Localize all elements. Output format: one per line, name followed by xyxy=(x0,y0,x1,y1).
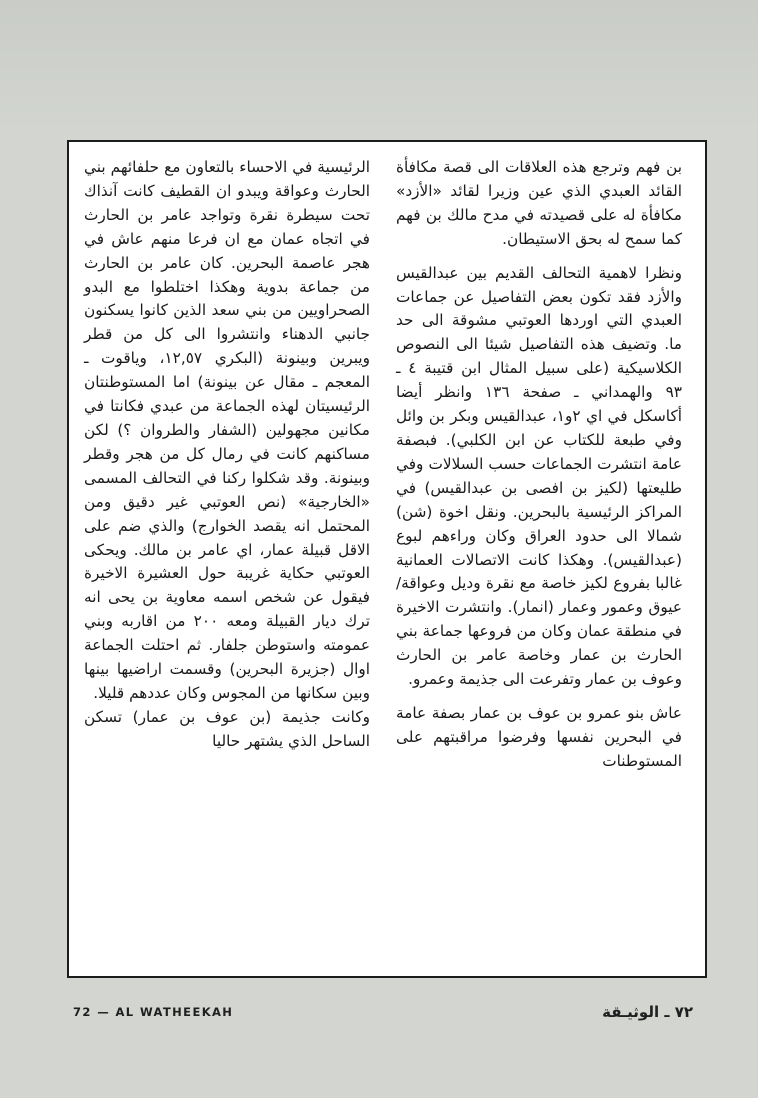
paragraph: وكانت جذيمة (بن عوف بن عمار) تسكن الساحل الذي يشتهر حاليا xyxy=(84,707,370,750)
article-column-left xyxy=(84,156,370,966)
paragraph: بن فهم وترجع هذه العلاقات الى قصة مكافأة القائد العبدي الذي عين وزيرا لقائد «الأزد» مكافأة له على قصيدته في مدح مالك بن فهم كما سمح له بحق الاستيطان. xyxy=(396,158,682,248)
bleed-through-ghost xyxy=(360,18,720,88)
paragraph: عاش بنو عمرو بن عوف بن عمار بصفة عامة في البحرين نفسها وفرضوا مراقبتهم على المستوطنات xyxy=(396,703,682,770)
article-column-right xyxy=(396,156,682,966)
footer-page-label-latin: 72 — AL WATHEEKAH xyxy=(73,1005,234,1019)
footer-page-label-arabic: ٧٢ ـ الوثيـقة xyxy=(602,1003,693,1021)
article-panel xyxy=(67,140,707,978)
paragraph: الرئيسية في الاحساء بالتعاون مع حلفائهم بني الحارث وعواقة ويبدو ان القطيف كانت آنذاك تحت سيطرة نقرة وتواجد عامر بن الحارث في اتجاه عمان مع ان فرعا منهم عاش في هجر عاصمة البحرين. كان عامر بن الحارث من جماعة بدوية وهكذا اختلطوا مع البدو الصحراويين من بني سعد الذين كانوا يسكنون جانبي الدهناء وانتشروا الى كل من قطر ويبرين وبينونة (البكري ١٢,٥٧، وياقوت ـ المعجم ـ مقال عن بينونة) اما المستوطنتان الرئيسيتان لهذه الجماعة من عبدي فكانتا في مكانين مجهولين (الشفار والطروان ؟) لكن مساكنهم كانت في رمال كل من هجر وقطر وبينونة. وقد شكلوا ركنا في التحالف المسمى «الخارجية» (نص العوتبي غير دقيق ومن المحتمل انه يقصد الخوارج) والذي ضم على الاقل قبيلة عمار، اي عامر بن مالك. ويحكى العوتبي حكاية غريبة حول العشيرة الاخيرة فيقول عن شخص اسمه معاوية بن يحى انه ترك ديار القبيلة ومعه ٢٠٠ من اقاربه وبني عمومته واستوطن جلفار. ثم احتلت الجماعة اوال (جزيرة البحرين) وقسمت اراضيها بينها وبين سكانها من المجوس وكان عددهم قليلا. xyxy=(84,158,370,702)
paragraph: ونظرا لاهمية التحالف القديم بين عبدالقيس والأزد فقد تكون بعض التفاصيل عن جماعات العبدي التي اوردها العوتبي مشوقة الى حد ما. وتضيف هذه التفاصيل شيئا الى النصوص الكلاسيكية (على سبيل المثال ابن قتيبة ٤ ـ ٩٣ والهمداني ـ صفحة ١٣٦ وانظر أيضا أكاسكل في اي ٢و١، عبدالقيس وبكر بن وائل وفي طبعة للكتاب عن ابن الكلبي). فبصفة عامة انتشرت الجماعات حسب السلالات وفي طليعتها (لكيز بن افصى بن عبدالقيس) في المراكز الرئيسية بالبحرين. ونقل اخوة (شن) شمالا الى حدود العراق وكان وراءهم لبوع (عبدالقيس). وهكذا كانت الاتصالات العمانية غالبا بفروع لكيز خاصة مع نقرة وديل وعواقة/ عيوق وعمور وعمار (انمار). وانتشرت الاخيرة في منطقة عمان وكان من فروعها جماعة بني الحارث بن عمار وخاصة عامر بن الحارث وعوف بن عمار وتفرعت الى جذيمة وعمرو. xyxy=(396,263,683,689)
